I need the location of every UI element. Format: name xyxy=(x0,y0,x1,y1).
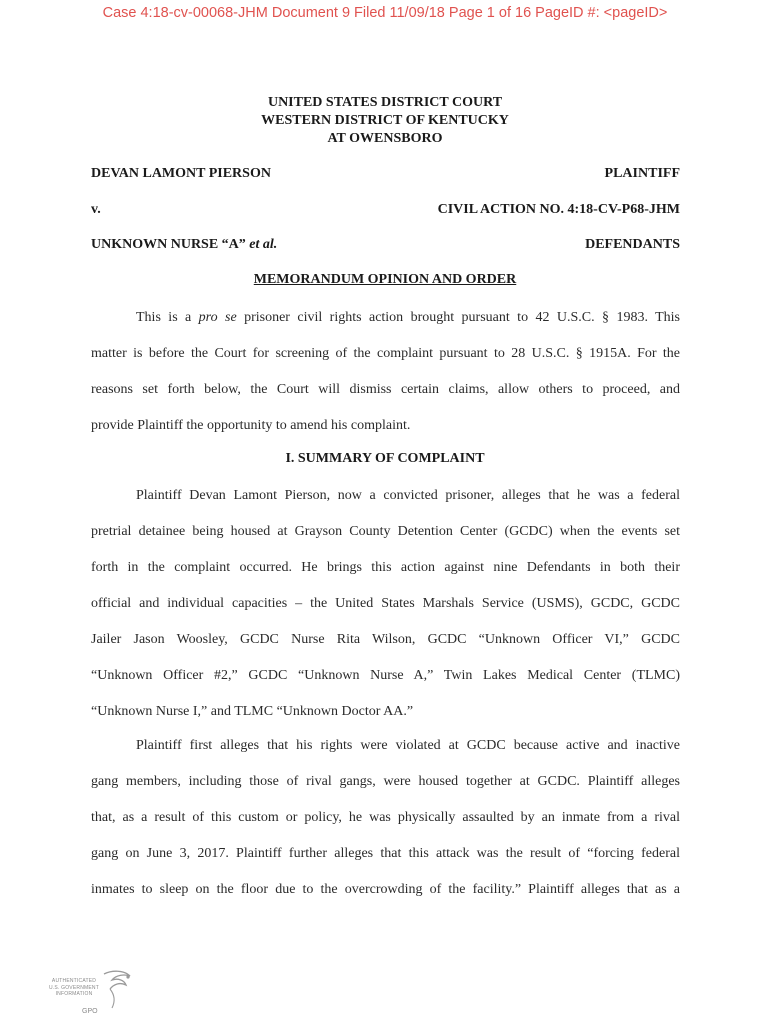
text-line: inmates to sleep on the floor due to the overcrowding of the facility.” Plaintiff alleges that as a xyxy=(91,882,680,897)
text-line: forth in the complaint occurred. He brings this action against nine Defendants in both their xyxy=(91,560,680,575)
plaintiff-name: DEVAN LAMONT PIERSON xyxy=(91,166,271,181)
court-name: UNITED STATES DISTRICT COURT xyxy=(267,95,503,110)
intro-paragraph xyxy=(91,300,680,444)
eagle-icon xyxy=(98,968,138,1012)
summary-paragraph-1 xyxy=(91,478,680,730)
gpo-authentication-logo xyxy=(44,968,134,1018)
document-title: MEMORANDUM OPINION AND ORDER xyxy=(253,272,517,287)
court-location: AT OWENSBORO xyxy=(327,131,443,146)
text-line: This is a pro se prisoner civil rights action brought pursuant to 42 U.S.C. § 1983. This xyxy=(136,310,680,325)
section-heading-summary: I. SUMMARY OF COMPLAINT xyxy=(285,451,485,466)
text-line: Plaintiff first alleges that his rights were violated at GCDC because active and inactive xyxy=(136,738,680,753)
versus: v. xyxy=(91,202,101,217)
text-line: “Unknown Officer #2,” GCDC “Unknown Nurse A,” Twin Lakes Medical Center (TLMC) xyxy=(91,668,680,683)
text-line: provide Plaintiff the opportunity to amend his complaint. xyxy=(91,418,411,433)
plaintiff-label: PLAINTIFF xyxy=(604,166,680,181)
defendant-row xyxy=(91,237,680,253)
text-line: “Unknown Nurse I,” and TLMC “Unknown Doctor AA.” xyxy=(91,704,414,719)
civil-action-number: CIVIL ACTION NO. 4:18-CV-P68-JHM xyxy=(437,202,680,217)
defendant-name: UNKNOWN NURSE “A” et al. xyxy=(91,237,278,252)
case-number-row xyxy=(91,202,680,218)
text-line: Plaintiff Devan Lamont Pierson, now a convicted prisoner, alleges that he was a federal xyxy=(136,488,680,503)
defendant-label: DEFENDANTS xyxy=(585,237,680,252)
gpo-label: GPO xyxy=(82,1008,98,1015)
summary-paragraph-2 xyxy=(91,728,680,908)
case-header: Case 4:18-cv-00068-JHM Document 9 Filed 11/09/18 Page 1 of 16 PageID #: <pageID> xyxy=(102,5,668,21)
text-line: matter is before the Court for screening of the complaint pursuant to 28 U.S.C. § 1915A. For the xyxy=(91,346,680,361)
text-line: pretrial detainee being housed at Grayson County Detention Center (GCDC) when the events set xyxy=(91,524,680,539)
court-district: WESTERN DISTRICT OF KENTUCKY xyxy=(261,113,509,128)
text-line: that, as a result of this custom or policy, he was physically assaulted by an inmate from a rival xyxy=(91,810,680,825)
text-line: reasons set forth below, the Court will dismiss certain claims, allow others to proceed, and xyxy=(91,382,680,397)
text-line: official and individual capacities – the United States Marshals Service (USMS), GCDC, GCDC xyxy=(91,596,680,611)
court-caption xyxy=(0,94,770,148)
plaintiff-row xyxy=(91,166,680,182)
gpo-logo-text: AUTHENTICATED U.S. GOVERNMENT INFORMATION xyxy=(49,978,99,997)
text-line: gang on June 3, 2017. Plaintiff further alleges that this attack was the result of “forcing federal xyxy=(91,846,680,861)
text-line: Jailer Jason Woosley, GCDC Nurse Rita Wilson, GCDC “Unknown Officer VI,” GCDC xyxy=(91,632,680,647)
text-line: gang members, including those of rival gangs, were housed together at GCDC. Plaintiff alleges xyxy=(91,774,680,789)
